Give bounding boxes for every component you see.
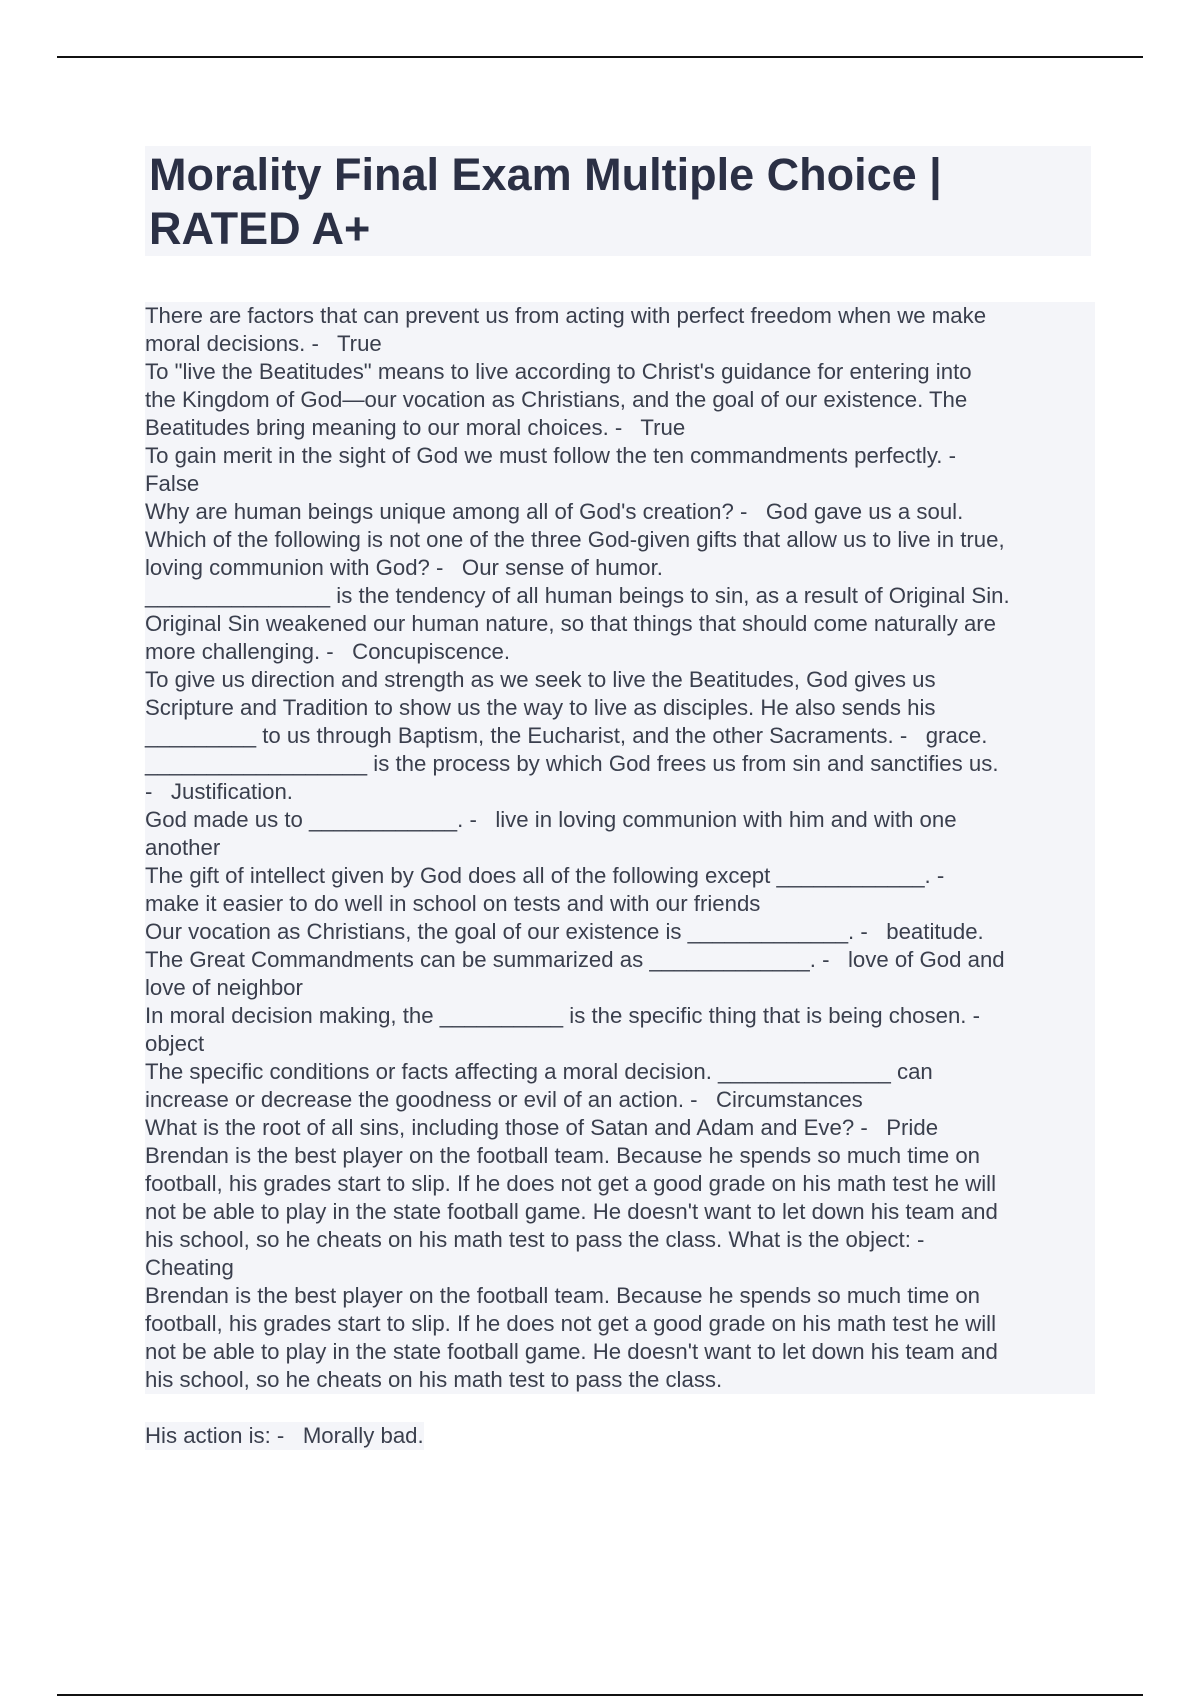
page-title: Morality Final Exam Multiple Choice | RATED A+ xyxy=(149,149,942,254)
question-item-8: __________________ is the process by which God frees us from sin and sanctifies us. - Justification. xyxy=(145,750,1095,806)
question-item-3: To gain merit in the sight of God we must follow the ten commandments perfectly. - False xyxy=(145,442,1095,498)
question-item-12: The Great Commandments can be summarized as _____________. - love of God and love of neighbor xyxy=(145,946,1095,1002)
question-item-4: Why are human beings unique among all of God's creation? - God gave us a soul. xyxy=(145,498,1095,526)
question-item-final: His action is: - Morally bad. xyxy=(145,1423,424,1448)
question-item-5: Which of the following is not one of the three God-given gifts that allow us to live in true, loving communion with God? - Our sense of humor. xyxy=(145,526,1095,582)
question-item-14: The specific conditions or facts affecting a moral decision. ______________ can increase or decrease the goodness or evil of an action. - Circumstances xyxy=(145,1058,1095,1114)
bottom-rule xyxy=(57,1694,1143,1696)
question-item-17: Brendan is the best player on the football team. Because he spends so much time on football, his grades start to slip. If he does not get a good grade on his math test he will not be able to play in the state football game. He doesn't want to let down his team and his school, so he cheats on his math test to pass the class. xyxy=(145,1282,1095,1394)
question-item-10: The gift of intellect given by God does all of the following except ____________. - make it easier to do well in school on tests and with our friends xyxy=(145,862,1095,918)
question-item-9: God made us to ____________. - live in loving communion with him and with one another xyxy=(145,806,1095,862)
top-rule xyxy=(57,56,1143,58)
paragraph-gap xyxy=(145,1394,1095,1422)
question-item-11: Our vocation as Christians, the goal of our existence is _____________. - beatitude. xyxy=(145,918,1095,946)
question-item-1: There are factors that can prevent us from acting with perfect freedom when we make moral decisions. - True xyxy=(145,302,1095,358)
question-item-2: To "live the Beatitudes" means to live according to Christ's guidance for entering into the Kingdom of God—our vocation as Christians, and the goal of our existence. The Beatitudes bring meaning to our moral choices. - True xyxy=(145,358,1095,442)
question-item-15: What is the root of all sins, including those of Satan and Adam and Eve? - Pride xyxy=(145,1114,1095,1142)
question-item-6: _______________ is the tendency of all human beings to sin, as a result of Original Sin. Original Sin weakened our human nature, so that things that should come naturally are more challenging. - Concupiscence. xyxy=(145,582,1095,666)
question-item-13: In moral decision making, the __________ is the specific thing that is being chosen. - object xyxy=(145,1002,1095,1058)
question-item-7: To give us direction and strength as we seek to live the Beatitudes, God gives us Scripture and Tradition to show us the way to live as disciples. He also sends his _________ to us through Baptism, the Eucharist, and the other Sacraments. - grace. xyxy=(145,666,1095,750)
title-block xyxy=(145,146,1091,256)
question-item-16: Brendan is the best player on the football team. Because he spends so much time on football, his grades start to slip. If he does not get a good grade on his math test he will not be able to play in the state football game. He doesn't want to let down his team and his school, so he cheats on his math test to pass the class. What is the object: - Cheating xyxy=(145,1142,1095,1282)
question-list xyxy=(145,302,1095,1450)
